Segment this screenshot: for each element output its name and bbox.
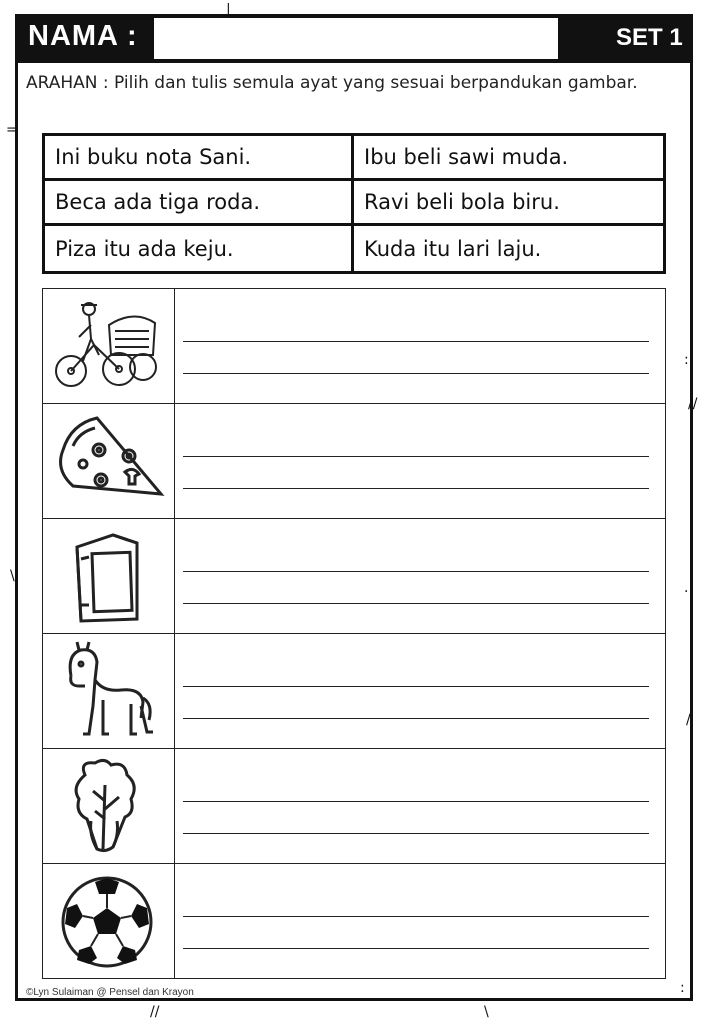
- border-tick-mark: \: [10, 568, 15, 584]
- answer-table: [42, 288, 666, 979]
- sentence-options: [42, 133, 666, 274]
- picture-cell: [43, 634, 175, 748]
- option-5: Piza itu ada keju.: [45, 226, 354, 271]
- writing-line[interactable]: [183, 603, 649, 604]
- border-tick-mark: =: [6, 122, 18, 138]
- answer-row-2: [43, 404, 665, 519]
- writing-line[interactable]: [183, 801, 649, 802]
- answer-row-3: [43, 519, 665, 634]
- writing-line[interactable]: [183, 373, 649, 374]
- option-2: Ibu beli sawi muda.: [354, 136, 663, 181]
- writing-line[interactable]: [183, 488, 649, 489]
- writing-line[interactable]: [183, 916, 649, 917]
- book-icon: [49, 525, 167, 625]
- border-dot-mark: :: [680, 980, 685, 996]
- picture-cell: [43, 289, 175, 403]
- picture-cell: [43, 519, 175, 633]
- border-dot-mark: :: [684, 352, 689, 368]
- writing-line[interactable]: [183, 833, 649, 834]
- border-dot-mark: :: [14, 842, 19, 858]
- picture-cell: [43, 404, 175, 518]
- mustard-greens-icon: [49, 755, 167, 855]
- horse-icon: [49, 640, 167, 740]
- border-tick-mark: //: [688, 396, 698, 412]
- option-6: Kuda itu lari laju.: [364, 236, 542, 261]
- writing-line[interactable]: [183, 686, 649, 687]
- border-dot-mark: ·: [684, 584, 689, 600]
- picture-cell: [43, 864, 175, 979]
- copyright-footer: ©Lyn Sulaiman @ Pensel dan Krayon: [26, 987, 194, 998]
- border-tick-mark: |: [226, 2, 231, 18]
- answer-row-6: [43, 864, 665, 979]
- answer-row-1: [43, 289, 665, 404]
- picture-cell: [43, 749, 175, 863]
- answer-row-5: [43, 749, 665, 864]
- instruction-text: ARAHAN : Pilih dan tulis semula ayat yang sesuai berpandukan gambar.: [26, 73, 638, 93]
- border-tick-mark: /: [686, 712, 691, 728]
- border-tick-mark: \: [484, 1004, 489, 1020]
- option-3: Beca ada tiga roda.: [45, 181, 354, 226]
- writing-line[interactable]: [183, 948, 649, 949]
- name-field[interactable]: [153, 17, 559, 60]
- soccer-ball-icon: [49, 870, 167, 970]
- answer-row-4: [43, 634, 665, 749]
- set-label: SET 1: [616, 24, 683, 51]
- writing-line[interactable]: [183, 718, 649, 719]
- option-4: Ravi beli bola biru.: [354, 181, 663, 226]
- option-1: Ini buku nota Sani.: [45, 136, 354, 181]
- pizza-slice-icon: [49, 410, 167, 510]
- writing-line[interactable]: [183, 571, 649, 572]
- border-tick-mark: //: [150, 1004, 160, 1020]
- writing-line[interactable]: [183, 456, 649, 457]
- writing-line[interactable]: [183, 341, 649, 342]
- trishaw-icon: [49, 295, 167, 395]
- name-label: NAMA :: [28, 20, 138, 52]
- border-dot-mark: :: [14, 456, 19, 472]
